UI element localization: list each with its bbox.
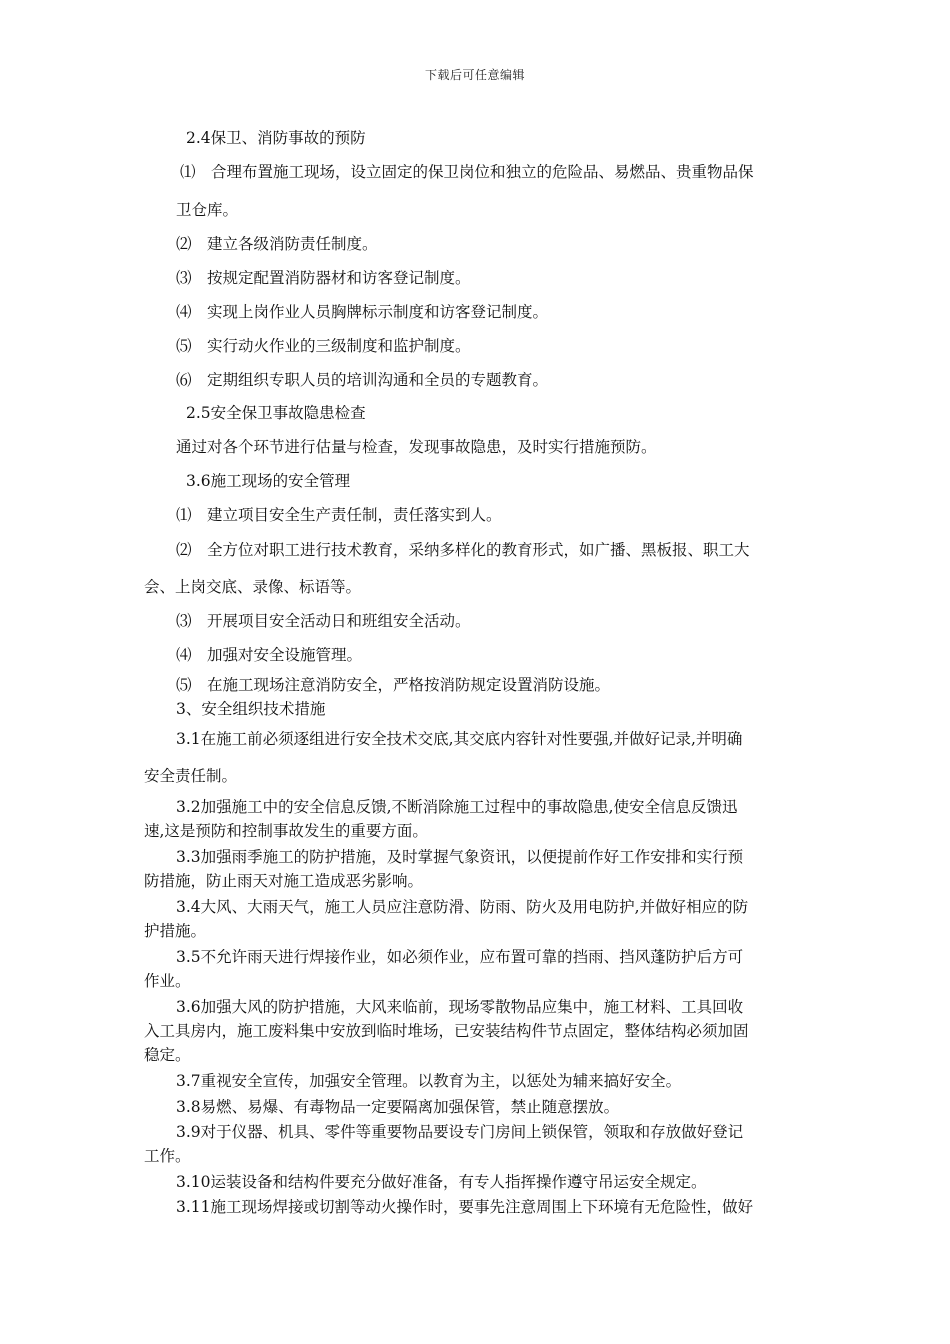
paragraph-continuation: 稳定。 bbox=[144, 1046, 191, 1064]
paragraph: 3.3加强雨季施工的防护措施，及时掌握气象资讯，以便提前作好工作安排和实行预 bbox=[176, 848, 744, 866]
paragraph-continuation: 速,这是预防和控制事故发生的重要方面。 bbox=[144, 822, 428, 840]
list-item: ⑵ 全方位对职工进行技术教育，采纳多样化的教育形式，如广播、黑板报、职工大 bbox=[176, 541, 750, 559]
page-header: 下载后可任意编辑 bbox=[424, 68, 525, 82]
paragraph: 3.5不允许雨天进行焊接作业，如必须作业，应布置可靠的挡雨、挡风蓬防护后方可 bbox=[176, 948, 744, 966]
section-heading: 2.4保卫、消防事故的预防 bbox=[186, 129, 366, 147]
list-item: ⑸ 实行动火作业的三级制度和监护制度。 bbox=[176, 337, 471, 355]
section-heading: 3.6施工现场的安全管理 bbox=[186, 472, 351, 490]
paragraph-continuation: 防措施，防止雨天对施工造成恶劣影响。 bbox=[144, 872, 424, 890]
paragraph: 3.8易燃、易爆、有毒物品一定要隔离加强保管，禁止随意摆放。 bbox=[176, 1098, 620, 1116]
list-item: ⑷ 实现上岗作业人员胸牌标示制度和访客登记制度。 bbox=[176, 303, 549, 321]
list-item-continuation: 卫仓库。 bbox=[176, 201, 239, 219]
list-item: ⑴ 合理布置施工现场，设立固定的保卫岗位和独立的危险品、易燃品、贵重物品保 bbox=[180, 163, 754, 181]
paragraph-continuation: 作业。 bbox=[144, 972, 191, 990]
paragraph: 3.1在施工前必须逐组进行安全技术交底,其交底内容针对性要强,并做好记录,并明确 bbox=[176, 730, 743, 748]
list-item: ⑶ 开展项目安全活动日和班组安全活动。 bbox=[176, 612, 471, 630]
paragraph: 通过对各个环节进行估量与检查，发现事故隐患，及时实行措施预防。 bbox=[176, 438, 657, 456]
list-item: ⑹ 定期组织专职人员的培训沟通和全员的专题教育。 bbox=[176, 371, 549, 389]
paragraph-continuation: 护措施。 bbox=[144, 922, 207, 940]
paragraph: 3.10运装设备和结构件要充分做好准备，有专人指挥操作遵守吊运安全规定。 bbox=[176, 1173, 707, 1191]
list-item-continuation: 会、上岗交底、录像、标语等。 bbox=[144, 578, 362, 596]
section-heading: 3、安全组织技术措施 bbox=[176, 700, 326, 718]
list-item: ⑴ 建立项目安全生产责任制，责任落实到人。 bbox=[176, 506, 502, 524]
paragraph-continuation: 工作。 bbox=[144, 1147, 191, 1165]
paragraph: 3.6加强大风的防护措施，大风来临前，现场零散物品应集中，施工材料、工具回收 bbox=[176, 998, 744, 1016]
paragraph: 3.11施工现场焊接或切割等动火操作时，要事先注意周围上下环境有无危险性，做好 bbox=[176, 1198, 754, 1216]
list-item: ⑶ 按规定配置消防器材和访客登记制度。 bbox=[176, 269, 471, 287]
paragraph: 3.2加强施工中的安全信息反馈,不断消除施工过程中的事故隐患,使安全信息反馈迅 bbox=[176, 798, 738, 816]
list-item: ⑵ 建立各级消防责任制度。 bbox=[176, 235, 378, 253]
paragraph-continuation: 安全责任制。 bbox=[144, 767, 238, 785]
section-heading: 2.5安全保卫事故隐患检查 bbox=[186, 404, 366, 422]
paragraph: 3.7重视安全宣传，加强安全管理。以教育为主，以惩处为辅来搞好安全。 bbox=[176, 1072, 682, 1090]
list-item: ⑸ 在施工现场注意消防安全，严格按消防规定设置消防设施。 bbox=[176, 676, 611, 694]
paragraph: 3.4大风、大雨天气，施工人员应注意防滑、防雨、防火及用电防护,并做好相应的防 bbox=[176, 898, 749, 916]
paragraph: 3.9对于仪器、机具、零件等重要物品要设专门房间上锁保管，领取和存放做好登记 bbox=[176, 1123, 744, 1141]
paragraph-continuation: 入工具房内，施工废料集中安放到临时堆场，已安装结构件节点固定，整体结构必须加固 bbox=[144, 1022, 749, 1040]
list-item: ⑷ 加强对安全设施管理。 bbox=[176, 646, 363, 664]
